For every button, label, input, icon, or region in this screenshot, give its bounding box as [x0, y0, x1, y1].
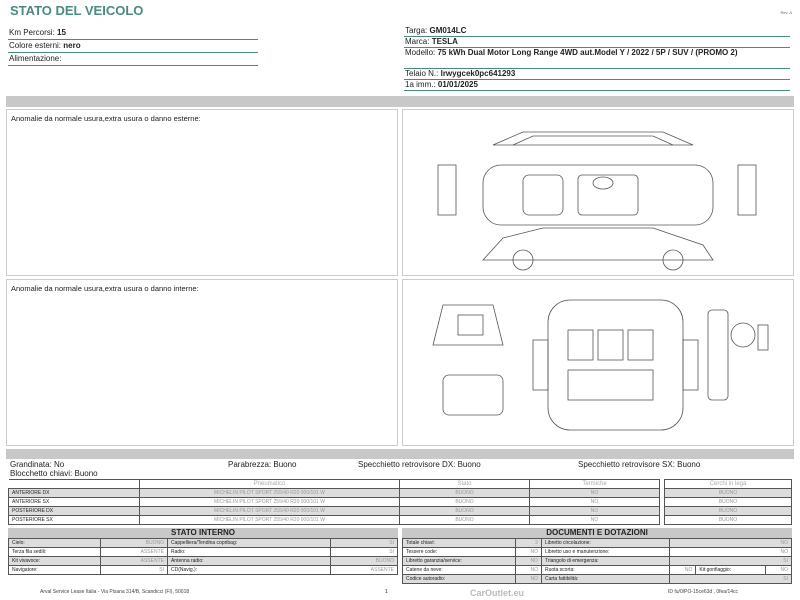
stato-interno-table	[8, 538, 398, 575]
table-row	[403, 575, 792, 584]
table-row	[403, 539, 792, 548]
page-number: 1	[385, 589, 388, 595]
field-value: ASSENTE	[100, 557, 167, 566]
field-value: NO	[515, 557, 541, 566]
tire-stato: BUONO	[400, 516, 530, 525]
field-value: NO	[515, 575, 541, 584]
left-info	[8, 27, 258, 66]
car-exterior-icon	[403, 110, 795, 277]
stato-interno	[8, 528, 398, 575]
field-value: SI	[330, 539, 397, 548]
tire-position: ANTERIORE SX	[9, 498, 140, 507]
document-code: ID fu/0/PO-15ce63d , 0fea/14cc	[668, 589, 739, 595]
field-value: ASSENTE	[330, 566, 397, 575]
exterior-diagram	[402, 109, 794, 276]
tire-model: MICHELIN PILOT SPORT 255/40 R20 000/101 W	[140, 489, 400, 498]
tire-position: POSTERIORE DX	[9, 507, 140, 516]
tire-stato: BUONO	[400, 507, 530, 516]
watermark-logo: CarOutlet.eu	[470, 588, 525, 598]
footer-address: Arval Service Lease Italia - Via Pisana 314/B, Scandicci (FI), 50018	[40, 589, 190, 595]
car-interior-icon	[403, 280, 795, 447]
tire-termiche: NO	[530, 516, 660, 525]
table-row	[403, 557, 792, 566]
field-label: Cielo:	[9, 539, 101, 548]
specchietto-dx: Specchietto retrovisore DX: Buono	[358, 460, 481, 469]
specchietto-sx: Specchietto retrovisore SX: Buono	[578, 460, 701, 469]
field-label: Catene da neve:	[403, 566, 516, 575]
field-value: NO	[515, 548, 541, 557]
field-label: Cappelliera/Tendina copribag:	[167, 539, 330, 548]
rims-table	[664, 479, 792, 525]
header-cerchi: Cerchi in lega	[665, 480, 792, 489]
table-row	[9, 557, 398, 566]
modello-row: Modello: 75 kWh Dual Motor Long Range 4WD aut.Model Y / 2022 / 5P / SUV / (PROMO 2)	[404, 48, 790, 69]
table-row	[403, 548, 792, 557]
tire-model: MICHELIN PILOT SPORT 255/40 R20 000/101 W	[140, 516, 400, 525]
tire-position: ANTERIORE DX	[9, 489, 140, 498]
field-label: Terza fila sedili:	[9, 548, 101, 557]
field-value: SI	[670, 557, 792, 566]
field-label: Libretto uso e manutenzione:	[541, 548, 669, 557]
field-label: Radio:	[167, 548, 330, 557]
field-value: NO	[515, 566, 541, 575]
table-row	[9, 539, 398, 548]
tire-termiche: NO	[530, 507, 660, 516]
tire-stato: BUONO	[400, 498, 530, 507]
separator-bar	[6, 96, 794, 107]
table-row	[9, 566, 398, 575]
tire-model: MICHELIN PILOT SPORT 255/40 R20 000/101 W	[140, 498, 400, 507]
field-label: CD(Navig.):	[167, 566, 330, 575]
header-termiche: Termiche	[530, 480, 660, 489]
field-label: Codice autoradio:	[403, 575, 516, 584]
colore-row: Colore esterni: nero	[8, 40, 258, 53]
conditions-left	[10, 460, 98, 478]
rim-stato: BUONO	[665, 507, 792, 516]
table-row	[9, 516, 660, 525]
field-value: NO	[765, 566, 791, 575]
rim-stato: BUONO	[665, 498, 792, 507]
field-value: ASSENTE	[100, 548, 167, 557]
header-stato: Stato	[400, 480, 530, 489]
external-notes	[6, 109, 398, 276]
header-pneumatico: Pneumatico	[140, 480, 400, 489]
table-row	[9, 489, 660, 498]
field-value: NO	[670, 566, 696, 575]
field-label: Triangolo di emergenza:	[541, 557, 669, 566]
parabrezza: Parabrezza: Buono	[228, 460, 297, 469]
table-row	[9, 507, 660, 516]
field-label: Navigatore:	[9, 566, 101, 575]
marca-row: Marca: TESLA	[404, 37, 790, 48]
blocchetto-chiavi: Blocchetto chiavi: Buono	[10, 469, 98, 478]
documenti-title: DOCUMENTI E DOTAZIONI	[402, 528, 792, 538]
field-label: Kit gonfiaggio:	[696, 566, 766, 575]
table-row	[403, 566, 792, 575]
telaio-row: Telaio N.: lrwygcek0pc641293	[404, 69, 790, 80]
tire-termiche: NO	[530, 489, 660, 498]
field-value: 2	[515, 539, 541, 548]
field-value: SI	[330, 548, 397, 557]
imm-row: 1a imm.: 01/01/2025	[404, 80, 790, 91]
internal-notes-label: Anomalie da normale usura,extra usura o danno interne:	[11, 284, 199, 293]
external-notes-label: Anomalie da normale usura,extra usura o danno esterne:	[11, 114, 201, 123]
stato-interno-title: STATO INTERNO	[8, 528, 398, 538]
field-label: Kit vivavoce:	[9, 557, 101, 566]
rim-stato: BUONO	[665, 516, 792, 525]
targa-row: Targa: GM014LC	[404, 26, 790, 37]
page-title: STATO DEL VEICOLO	[10, 3, 144, 18]
tire-termiche: NO	[530, 498, 660, 507]
field-label: Carta fattibilità:	[541, 575, 669, 584]
field-value: NO	[670, 539, 792, 548]
internal-notes	[6, 279, 398, 446]
tire-model: MICHELIN PILOT SPORT 255/40 R20 000/101 W	[140, 507, 400, 516]
alimentazione-row: Alimentazione:	[8, 53, 258, 66]
km-row: Km Percorsi: 15	[8, 27, 258, 40]
tire-stato: BUONO	[400, 489, 530, 498]
field-label: Libretto circolazione:	[541, 539, 669, 548]
field-value: SI	[100, 566, 167, 575]
field-label: Totale chiavi:	[403, 539, 516, 548]
field-label: Antenna radio:	[167, 557, 330, 566]
field-label: Ruota scorta:	[541, 566, 669, 575]
field-label: Libretto garanzia/service:	[403, 557, 516, 566]
tires-table	[8, 479, 660, 525]
interior-diagram	[402, 279, 794, 446]
right-info	[404, 26, 790, 91]
documenti-table	[402, 538, 792, 584]
tire-position: POSTERIORE SX	[9, 516, 140, 525]
rim-stato: BUONO	[665, 489, 792, 498]
separator-bar-2	[6, 449, 794, 459]
table-row	[9, 498, 660, 507]
grandinata: Grandinata: No	[10, 460, 65, 469]
field-value: BUONO	[100, 539, 167, 548]
field-value: SI	[670, 575, 792, 584]
field-value: BUONO	[330, 557, 397, 566]
table-row	[9, 548, 398, 557]
field-value: NO	[670, 548, 792, 557]
revision-label: Rev. A	[780, 10, 792, 15]
field-label: Tessere code:	[403, 548, 516, 557]
documenti-dotazioni	[402, 528, 792, 584]
